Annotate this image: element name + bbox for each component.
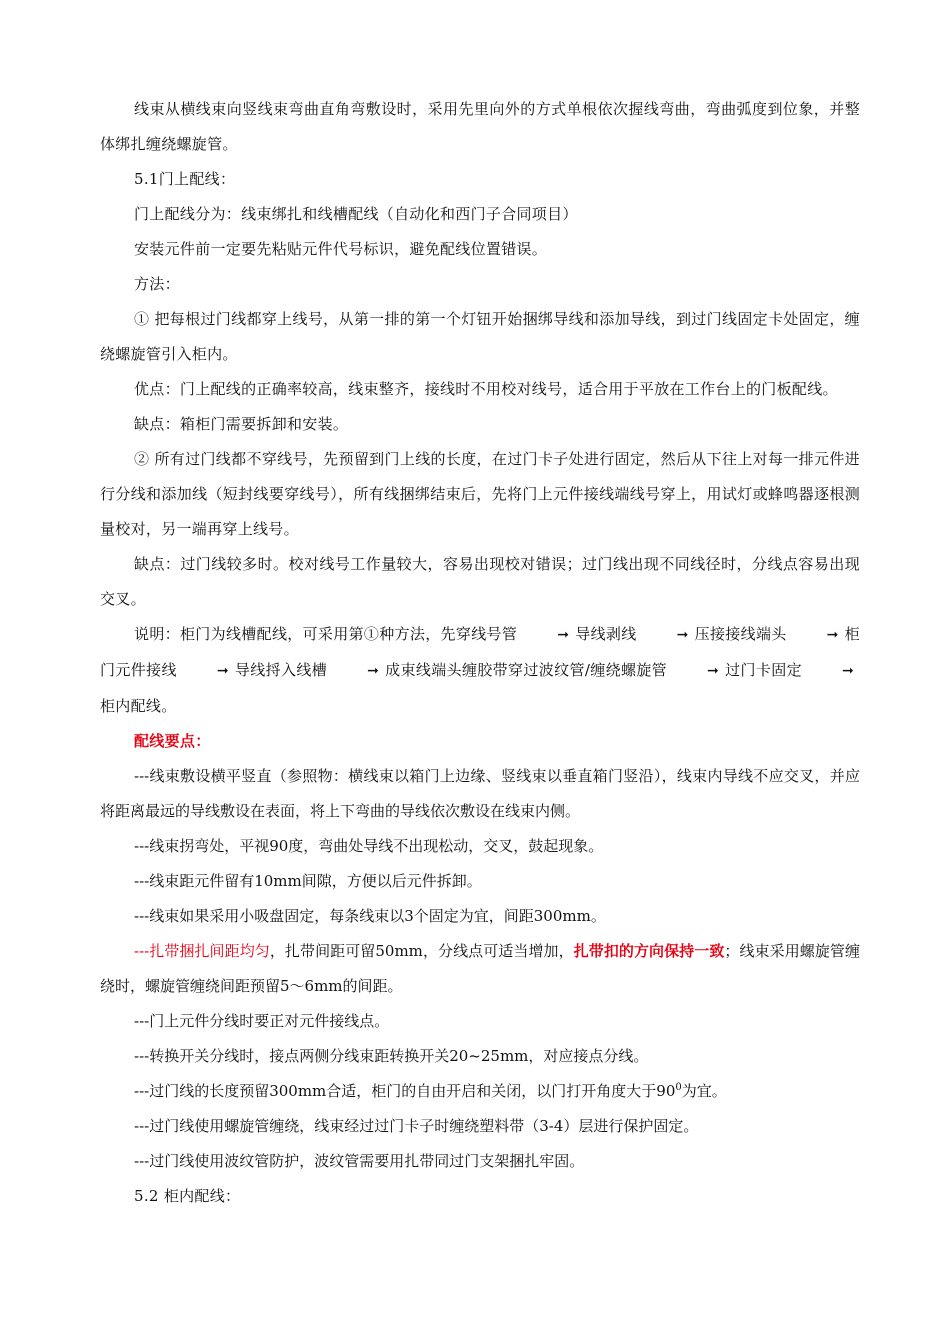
key-point-item: ---线束拐弯处，平视90度，弯曲处导线不出现松动，交叉，鼓起现象。 — [134, 837, 604, 855]
note-step-8: 柜内配线。 — [100, 697, 177, 715]
note-step-3: 压接接线端头 — [694, 625, 787, 643]
key-point-text: ，扎带间距可留50mm，分线点可适当增加， — [269, 942, 574, 960]
highlight-tie-direction: 扎带扣的方向保持一致 — [573, 942, 725, 960]
paragraph-door-wiring-types: 门上配线分为：线束绑扎和线槽配线（自动化和西门子合同项目） — [134, 205, 578, 223]
note-step-1: 说明：柜门为线槽配线，可采用第①种方法，先穿线号管 — [134, 625, 518, 643]
key-point-text: ---过门线的长度预留300mm合适，柜门的自由开启和关闭，以门打开角度大于90 — [134, 1082, 676, 1100]
highlight-even-spacing: ---扎带捆扎间距均匀 — [134, 942, 270, 960]
paragraph-process-note — [100, 617, 860, 724]
note-step-6: 成束线端头缠胶带穿过波纹管/缠绕螺旋管 — [385, 661, 668, 679]
arrow-right-icon: ➞ — [676, 627, 689, 643]
section-heading-5-2: 5.2 柜内配线： — [134, 1187, 241, 1205]
degree-superscript: 0 — [675, 1082, 682, 1093]
arrow-right-icon: ➞ — [841, 663, 854, 679]
note-step-2: 导线剥线 — [575, 625, 637, 643]
key-points-heading: 配线要点： — [134, 732, 211, 750]
key-point-item: ---门上元件分线时要正对元件接线点。 — [134, 1012, 390, 1030]
document-page — [100, 92, 860, 1214]
key-point-text: 为宜。 — [681, 1082, 727, 1100]
section-heading-5-1: 5.1门上配线： — [134, 170, 236, 188]
key-point-item-cable-ties — [100, 934, 860, 1004]
key-point-item: ---线束敷设横平竖直（参照物：横线束以箱门上边缘、竖线束以垂直箱门竖沿），线束内导线不应交叉，并应将距离最远的导线敷设在表面，将上下弯曲的导线依次敷设在线束内侧。 — [100, 767, 860, 820]
key-point-item: ---线束距元件留有10mm间隙，方便以后元件拆卸。 — [134, 872, 482, 890]
paragraph-method-two: ② 所有过门线都不穿线号，先预留到门上线的长度，在过门卡子处进行固定，然后从下往上对每一排元件进行分线和添加线（短封线要穿线号），所有线捆绑结束后，先将门上元件接线端线号穿上，用试灯或蜂鸣器逐根测量校对，另一端再穿上线号。 — [100, 450, 860, 538]
paragraph-method-one: ① 把每根过门线都穿上线号，从第一排的第一个灯钮开始捆绑导线和添加导线，到过门线固定卡处固定，缠绕螺旋管引入柜内。 — [100, 310, 860, 363]
paragraph-bundle-bending: 线束从横线束向竖线束弯曲直角弯敷设时，采用先里向外的方式单根依次握线弯曲，弯曲弧度到位象，并整体绑扎缠绕螺旋管。 — [100, 100, 860, 153]
arrow-right-icon: ➞ — [216, 663, 229, 679]
key-point-item: ---过门线使用波纹管防护，波纹管需要用扎带同过门支架捆扎牢固。 — [134, 1152, 585, 1170]
arrow-right-icon: ➞ — [707, 663, 720, 679]
paragraph-method-heading: 方法： — [134, 275, 180, 293]
note-step-5: 导线捋入线槽 — [234, 661, 328, 679]
paragraph-advantages: 优点：门上配线的正确率较高，线束整齐，接线时不用校对线号，适合用于平放在工作台上的门板配线。 — [134, 380, 838, 398]
note-step-4: 柜门元件接线 — [100, 625, 860, 679]
paragraph-label-before-install: 安装元件前一定要先粘贴元件代号标识，避免配线位置错误。 — [134, 240, 548, 258]
key-point-item: ---线束如果采用小吸盘固定，每条线束以3个固定为宜，间距300mm。 — [134, 907, 606, 925]
paragraph-disadvantages-two: 缺点：过门线较多时。校对线号工作量较大，容易出现校对错误；过门线出现不同线径时，分线点容易出现交叉。 — [100, 555, 860, 608]
key-point-item-door-angle — [100, 1074, 860, 1109]
paragraph-disadvantages-one: 缺点：箱柜门需要拆卸和安装。 — [134, 415, 349, 433]
note-step-7: 过门卡固定 — [725, 661, 802, 679]
arrow-right-icon: ➞ — [367, 663, 380, 679]
key-point-item: ---转换开关分线时，接点两侧分线束距转换开关20~25mm，对应接点分线。 — [134, 1047, 649, 1065]
arrow-right-icon: ➞ — [557, 627, 570, 643]
arrow-right-icon: ➞ — [826, 627, 839, 643]
key-point-text: ；线束采用螺旋管缠绕时，螺旋管缠绕间距预留5～6mm的间距。 — [100, 942, 860, 995]
key-point-item: ---过门线使用螺旋管缠绕，线束经过过门卡子时缠绕塑料带（3-4）层进行保护固定。 — [134, 1117, 699, 1135]
